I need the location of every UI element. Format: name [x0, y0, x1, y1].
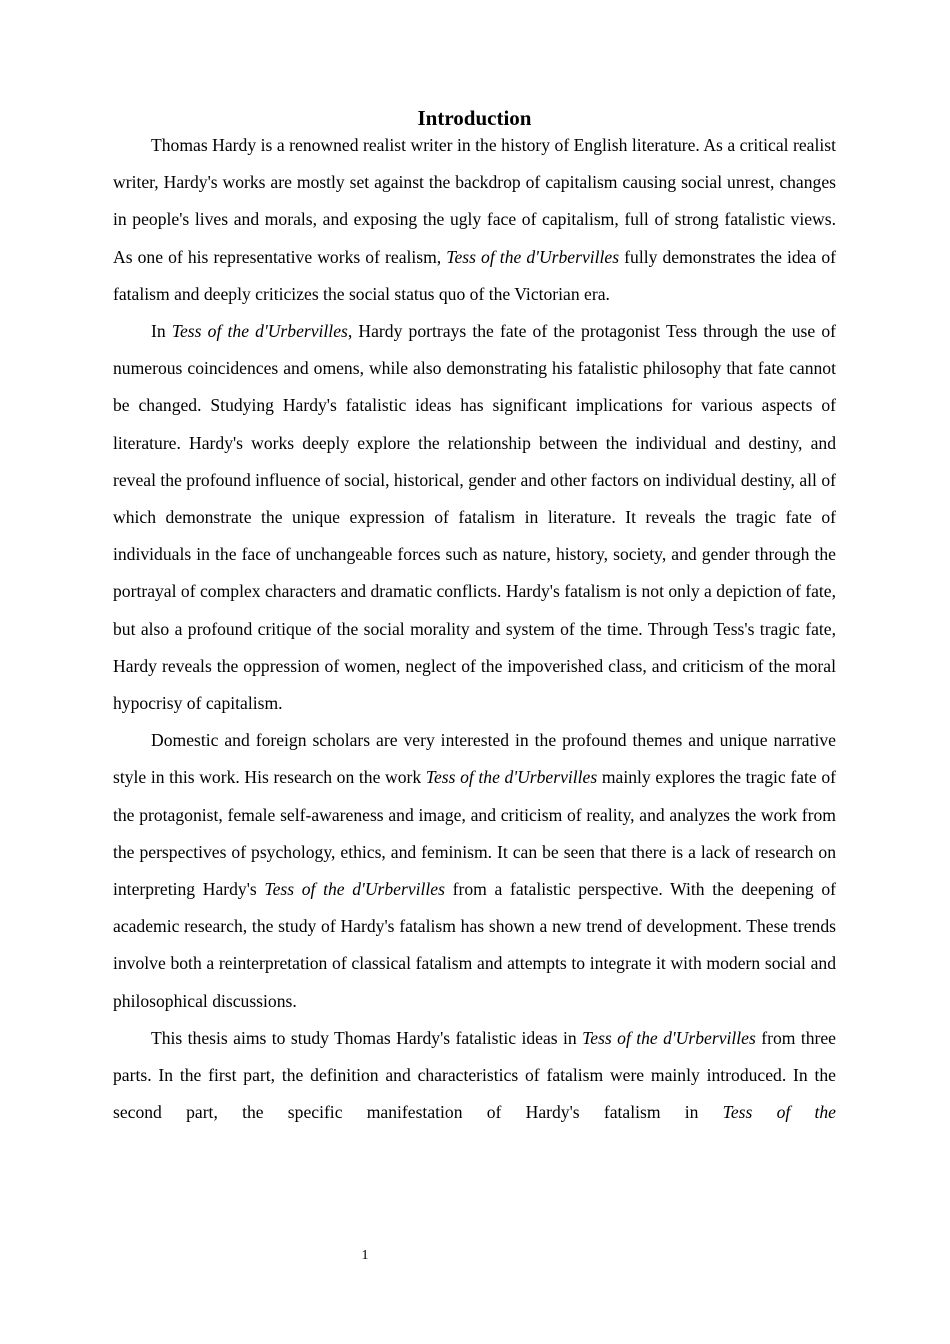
text-run: from three parts. In the first part, the definition and characteristics of fatalism were mainly introduced. In the second part, the specific manifestation of Hardy's fatalism in	[113, 1027, 836, 1123]
text-run: Thomas Hardy is a renowned realist writer in the history of English literature. As a critical realist writer, Hardy's works are mostly set against the backdrop of capitalism causing social unrest, changes in people's lives and morals, and exposing the ugly face of capitalism, full of strong fatalistic views. As one of his representative works of realism,	[113, 135, 836, 267]
paragraph	[113, 1020, 836, 1132]
text-run: from a fatalistic perspective. With the deepening of academic research, the study of Hardy's fatalism has shown a new trend of development. These trends involve both a reinterpretation of classical fatalism and attempts to integrate it with modern social and philosophical discussions.	[113, 879, 837, 1011]
paragraph	[113, 722, 836, 1020]
paragraph	[113, 313, 836, 722]
document-body	[113, 103, 836, 1131]
italic-title-run: Tess of the d'Urbervilles	[264, 879, 445, 900]
paragraph	[113, 127, 836, 313]
text-run: This thesis aims to study Thomas Hardy's fatalistic ideas in	[151, 1027, 583, 1048]
text-run: fully demonstrates the idea of fatalism and deeply criticizes the social status quo of the Victorian era.	[113, 246, 837, 304]
italic-title-run: Tess of the	[722, 1102, 836, 1123]
paragraphs-container	[113, 127, 836, 1131]
italic-title-run: Tess of the d'Urbervilles	[582, 1027, 756, 1048]
text-run: mainly explores the tragic fate of the protagonist, female self-awareness and image, and criticism of reality, and analyzes the work from the perspectives of psychology, ethics, and feminism. It can be seen that there is a lack of research on interpreting Hardy's	[113, 767, 836, 900]
italic-title-run: Tess of the d'Urbervilles	[446, 246, 620, 267]
italic-title-run: Tess of the d'Urbervilles	[425, 767, 598, 788]
italic-title-run: Tess of the d'Urbervilles	[171, 321, 348, 342]
text-run: , Hardy portrays the fate of the protagonist Tess through the use of numerous coincidences and omens, while also demonstrating his fatalistic philosophy that fate cannot be changed. Studying Hardy's fatalistic ideas has significant implications for various aspects of literature. Hardy's works deeply explore the relationship between the individual and destiny, and reveal the profound influence of social, historical, gender and other factors on individual destiny, all of which demonstrate the unique expression of fatalism in literature. It reveals the tragic fate of individuals in the face of unchangeable forces such as nature, history, society, and gender through the portrayal of complex characters and dramatic conflicts. Hardy's fatalism is not only a depiction of fate, but also a profound critique of the social morality and system of the time. Through Tess's tragic fate, Hardy reveals the oppression of women, neglect of the impoverished class, and criticism of the moral hypocrisy of capitalism.	[113, 321, 836, 714]
section-heading: Introduction	[417, 106, 532, 130]
text-run: In	[151, 321, 172, 342]
text-run: Domestic and foreign scholars are very interested in the profound themes and unique narrative style in this work. His research on the work	[113, 730, 836, 788]
page-number: 1	[361, 1248, 369, 1263]
